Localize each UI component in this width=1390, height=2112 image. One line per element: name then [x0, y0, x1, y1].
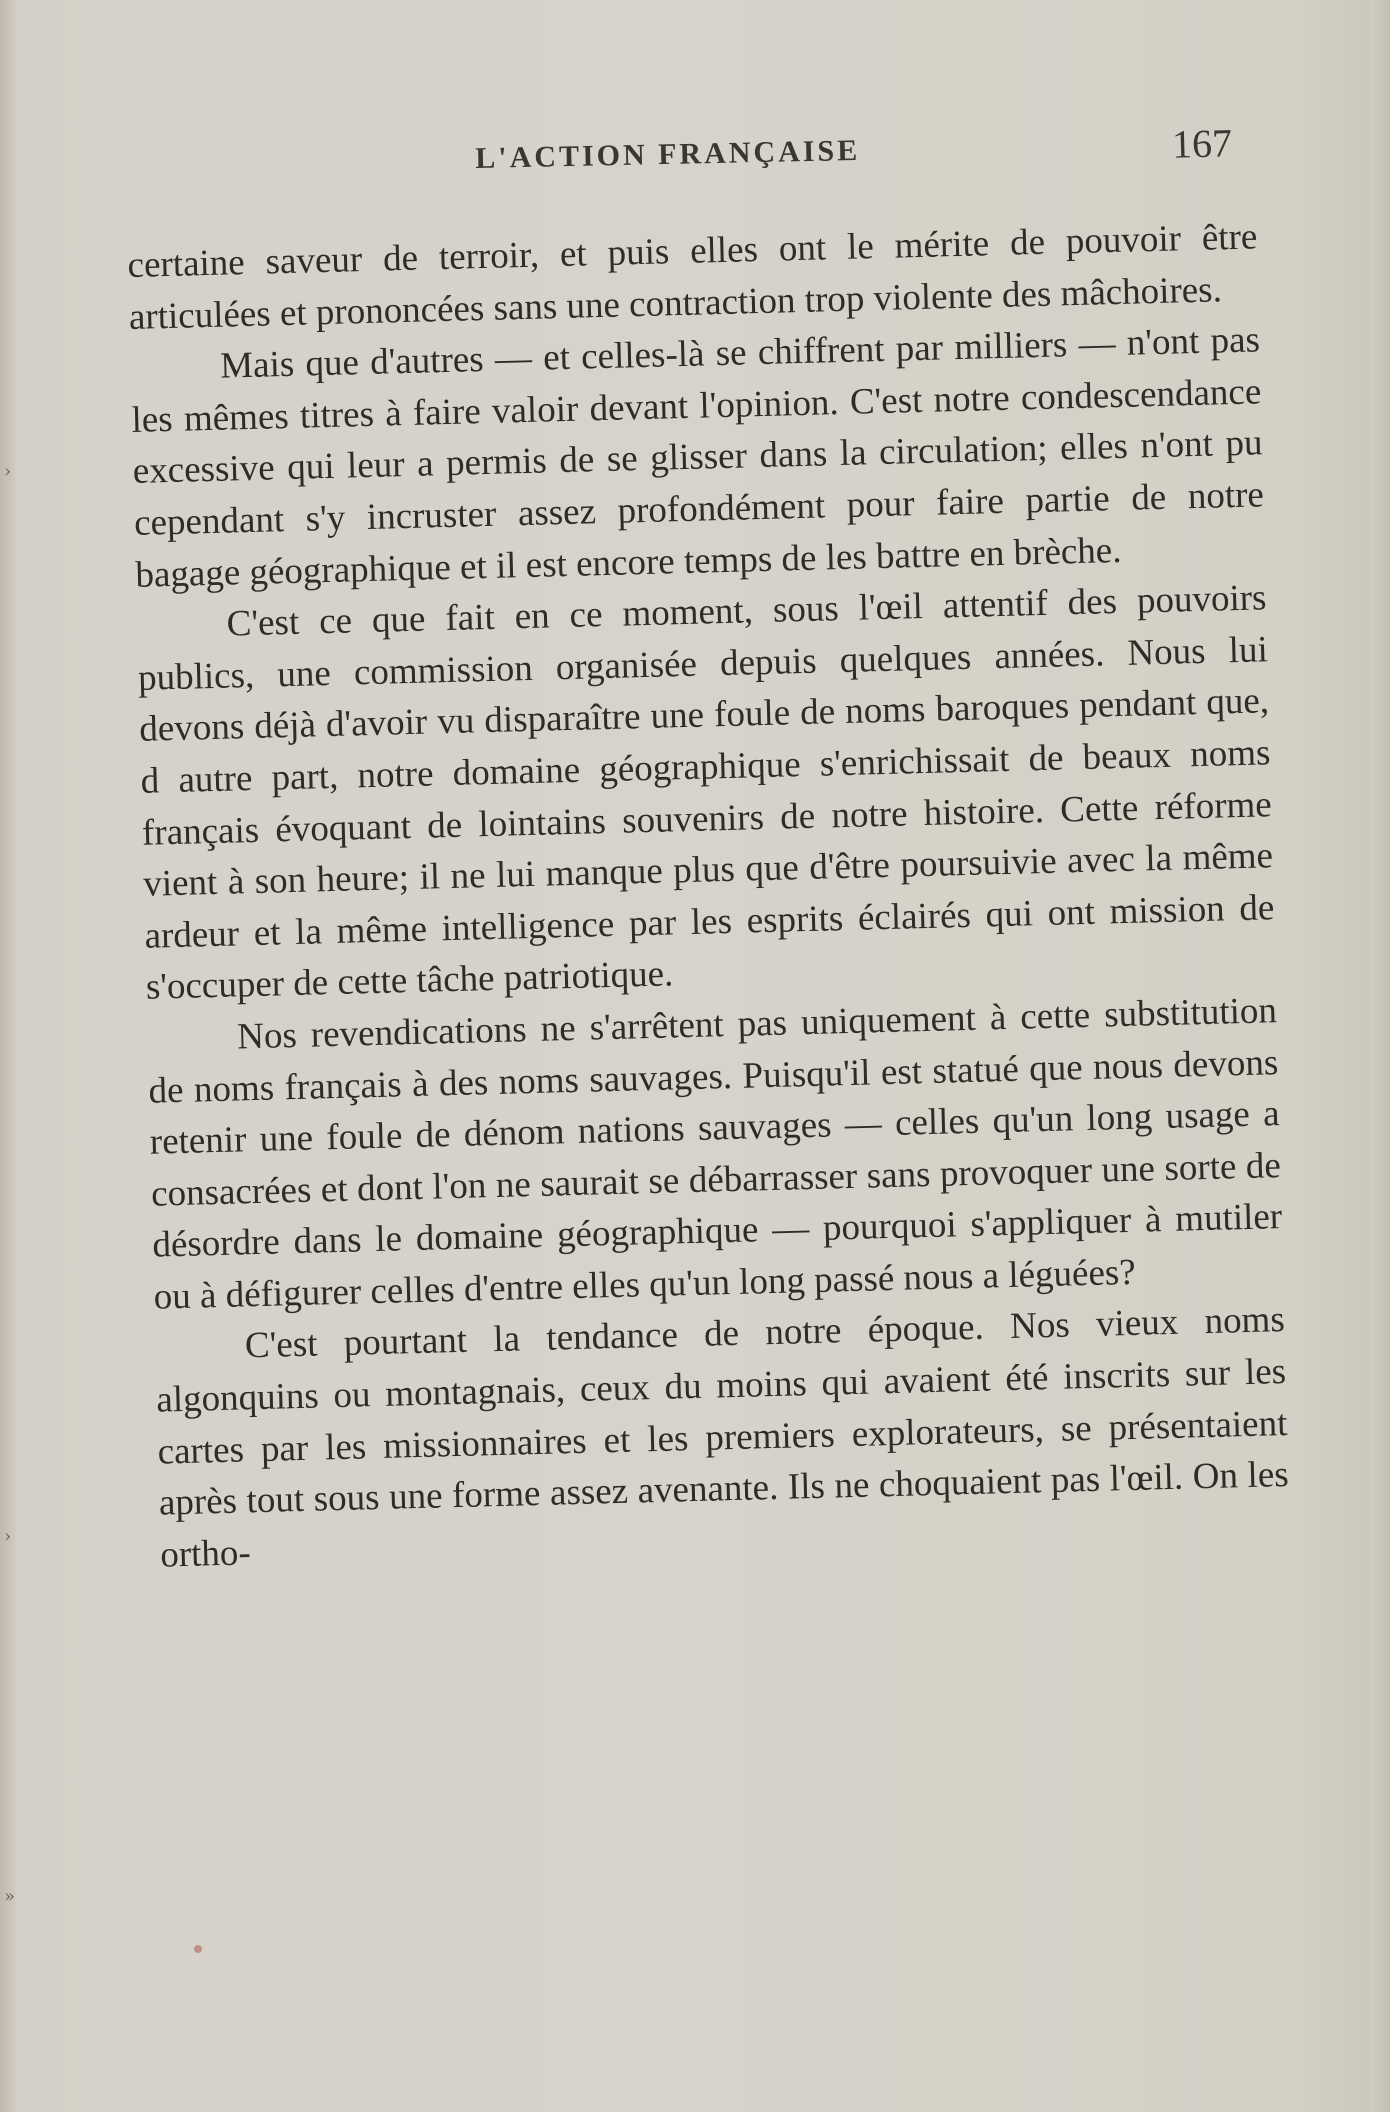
- paragraph: certaine saveur de terroir, et puis elles ont le mérite de pouvoir être articulées et prononcées sans une contraction trop violente des mâchoires.: [127, 216, 1258, 338]
- page-number: 167: [1171, 120, 1233, 167]
- paragraph: C'est ce que fait en ce moment, sous l'œil attentif des pouvoirs publics, une commission organisée depuis quelques années. Nous lui devons déjà d'avoir vu disparaître une foule de noms baroques pendant que, d autre part, notre domaine géographique s'enrichissait de beaux noms français évoquant de lointains souvenirs de notre histoire. Cette réforme vient à son heure; il ne lui manque plus que d'être poursuivie avec la même ardeur et la même intelligence par les esprits éclairés qui ont mission de s'occuper de cette tâche patriotique.: [137, 577, 1275, 1009]
- paragraph: Mais que d'autres — et celles-là se chiffrent par milliers — n'ont pas les mêmes titres à faire valoir devant l'opinion. C'est notre condescendance excessive qui leur a permis de se glisser dans la circulation; elles n'ont pu cependant s'y incruster assez profondément pour faire partie de notre bagage géographique et il est encore temps de les battre en brèche.: [131, 319, 1265, 596]
- paragraph: Nos revendications ne s'arrêtent pas uniquement à cette substitution de noms français à des noms sauvages. Puisqu'il est statué que nous devons retenir une foule de dénom nations sauvages — celles qu'un long usage a consacrées et dont l'on ne saurait se débarrasser sans provoquer une sorte de désordre dans le domaine géographique — pourquoi s'appliquer à mutiler ou à défigurer celles d'entre elles qu'un long passé nous a léguées?: [148, 990, 1283, 1318]
- running-head: L'ACTION FRANÇAISE: [475, 133, 861, 175]
- paragraph: C'est pourtant la tendance de notre époque. Nos vieux noms algonquins ou montagnais, ceux du moins qui avaient été inscrits sur les cartes par les missionnaires et les premiers explorateurs, se présentaient après tout sous une forme assez avenante. Ils ne choquaient pas l'œil. On les ortho-: [155, 1299, 1290, 1576]
- page-right-edge: [1370, 0, 1390, 2112]
- binding-mark: ›: [4, 1526, 12, 1547]
- binding-mark: ›: [4, 461, 12, 482]
- stain-mark: [194, 1945, 202, 1953]
- page-left-edge: [0, 0, 16, 2112]
- body-text: [127, 211, 1291, 1581]
- binding-mark: »: [4, 1886, 16, 1907]
